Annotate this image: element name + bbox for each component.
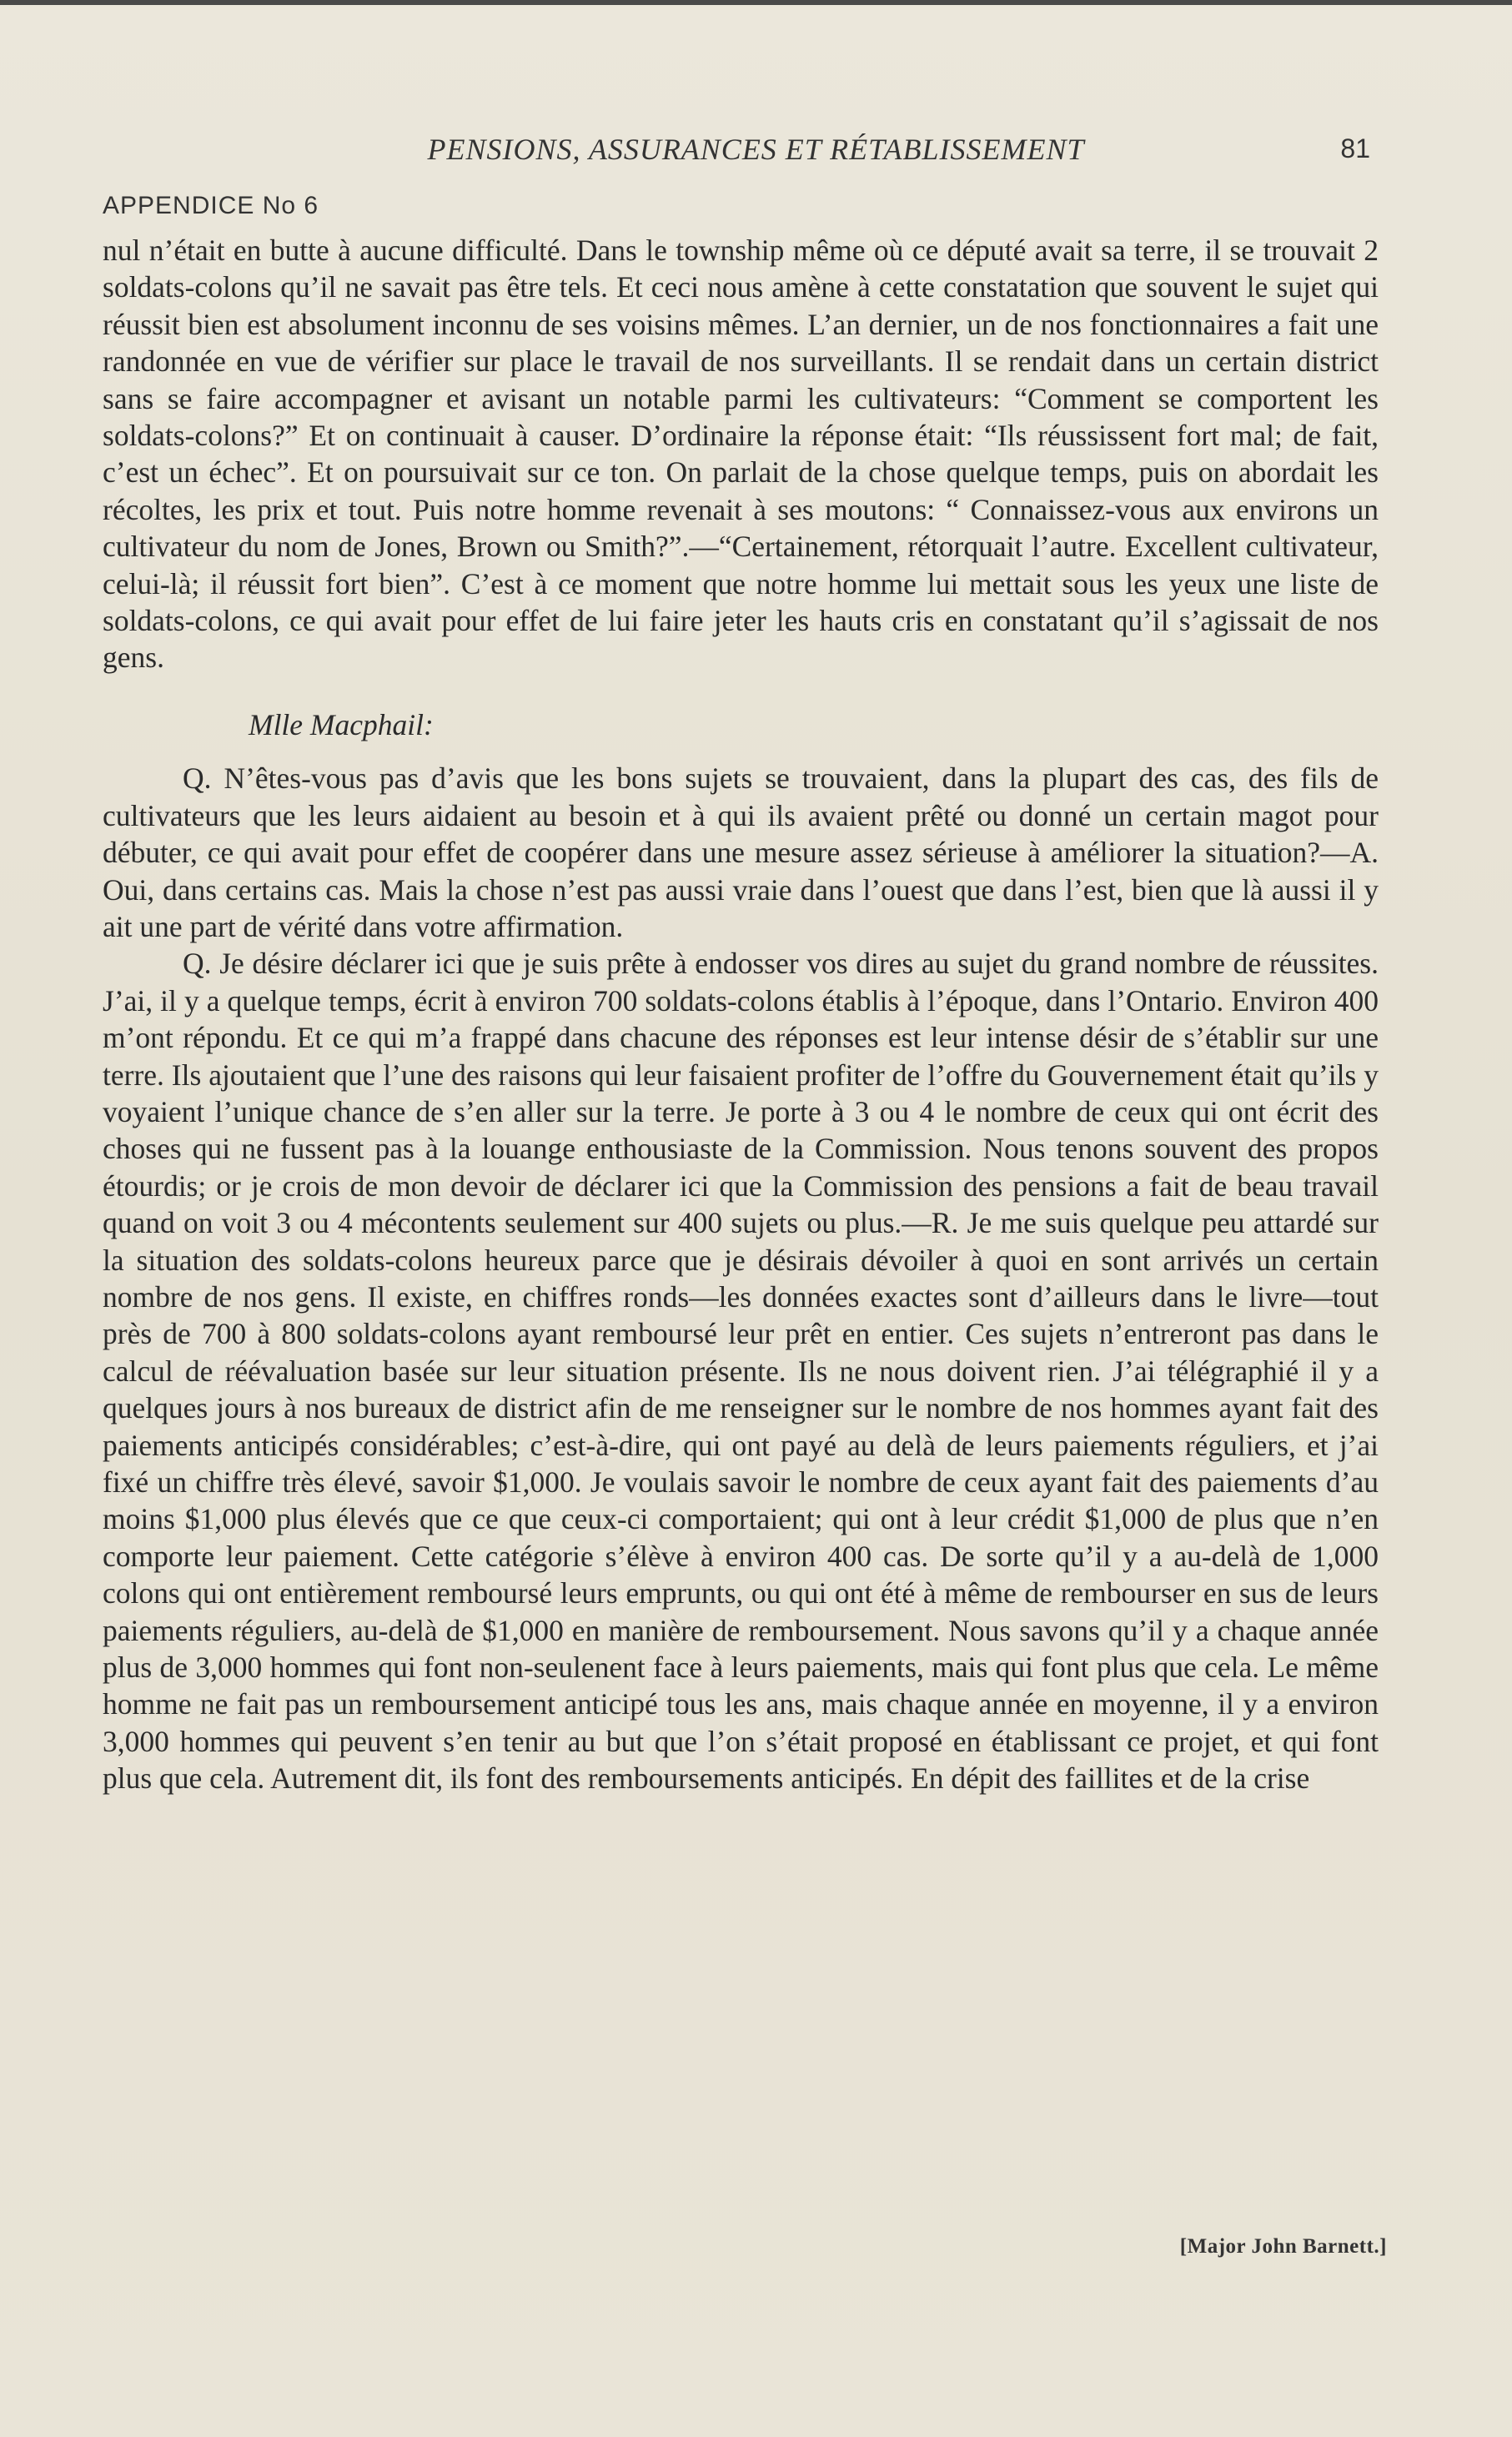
speaker-label: Mlle Macphail:	[249, 707, 434, 741]
paragraph-3: Q. Je désire déclarer ici que je suis prête à endosser vos dires au sujet du grand nombre de réussites. J’ai, il y a quelque temps, écrit à environ 700 soldats-colons établis à l’époque, dans l’Ontario. Environ 400 m’ont répondu. Et ce qui m’a frappé dans chacune des réponses est leur intense désir de s’établir sur une terre. Ils ajoutaient que l’une des raisons qui leur faisaient profiter de l’offre du Gouvernement était qu’ils y voyaient l’unique chance de s’en aller sur la terre. Je porte à 3 ou 4 le nombre de ceux qui ont écrit des choses qui ne fussent pas à la louange enthousiaste de la Commission. Nous tenons souvent des propos étourdis; or je crois de mon devoir de déclarer ici que la Commission des pensions a fait de beau travail quand on voit 3 ou 4 mécontents seulement sur 400 sujets ou plus.—R. Je me suis quelque peu attardé sur la situation des soldats-colons heureux parce que je désirais dévoiler à quoi en sont arrivés un certain nombre de nos gens. Il existe, en chiffres ronds—les données exactes sont d’ailleurs dans le livre—tout près de 700 à 800 soldats-colons ayant remboursé leur prêt en entier. Ces sujets n’entreront pas dans le calcul de réévaluation basée sur leur situation présente. Ils ne nous doivent rien. J’ai télégraphié il y a quelques jours à nos bureaux de district afin de me renseigner sur le nombre de nos hommes ayant fait des paiements anticipés considérables; c’est-à-dire, qui ont payé au delà de leurs paiements réguliers, et j’ai fixé un chiffre très élevé, savoir $1,000. Je voulais savoir le nombre de ceux ayant fait des paiements d’au moins $1,000 plus élevés que ce que ceux-ci comportaient; qui ont à leur crédit $1,000 de plus que n’en comporte leur paiement. Cette catégorie s’élève à environ 400 cas. De sorte qu’il y a au-delà de 1,000 colons qui ont entièrement remboursé leurs emprunts, ou qui ont été à même de rembourser en sus de leurs paiements réguliers, au-delà de $1,000 en manière de remboursement. Nous savons qu’il y a chaque année plus de 3,000 hommes qui font non-seulenent face à leurs paiements, mais qui font plus que cela. Le même homme ne fait pas un remboursement anticipé tous les ans, mais chaque année en moyenne, il y a environ 3,000 hommes qui peuvent s’en tenir au but que l’on s’était proposé en établissant ce projet, et qui font plus que cela. Autrement dit, ils font des remboursements anticipés. En dépit des faillites et de la crise	[103, 947, 1379, 1796]
speaker-attribution: [Major John Barnett.]	[1179, 2235, 1387, 2258]
top-border-rule	[0, 0, 1512, 5]
appendix-label: APPENDICE No 6	[103, 192, 319, 219]
paragraph-1: nul n’était en butte à aucune difficulté. Dans le township même où ce député avait sa terre, il se trouvait 2 soldats-colons qu’il ne savait pas être tels. Et ceci nous amène à cette constatation que souvent le sujet qui réussit bien est absolument inconnu de ses voisins mêmes. L’an dernier, un de nos fonctionnaires a fait une randonnée en vue de vérifier sur place le travail de nos surveillants. Il se rendait dans un certain district sans se faire accompagner et avisant un notable parmi les cultivateurs: “Comment se comportent les soldats-colons?” Et on continuait à causer. D’ordinaire la réponse était: “Ils réussissent fort mal; de fait, c’est un échec”. Et on poursuivait sur ce ton. On parlait de la chose quelque temps, puis on abordait les récoltes, les prix et tout. Puis notre homme revenait à ses moutons: “ Connaissez-vous aux environs un cultivateur du nom de Jones, Brown ou Smith?”.—“Certainement, rétorquait l’autre. Excellent cultivateur, celui-là; il réussit fort bien”. C’est à ce moment que notre homme lui mettait sous les yeux une liste de soldats-colons, ce qui avait pour effet de lui faire jeter les hauts cris en constatant qu’il s’agissait de nos gens.	[103, 234, 1379, 675]
page-number: 81	[1340, 133, 1370, 163]
running-head: PENSIONS, ASSURANCES ET RÉTABLISSEMENT	[427, 133, 1085, 166]
body-text	[103, 232, 1379, 1797]
paragraph-2: Q. N’êtes-vous pas d’avis que les bons sujets se trouvaient, dans la plupart des cas, des fils de cultivateurs que les leurs aidaient au besoin et à qui ils avaient prêté ou donné un certain magot pour débuter, ce qui avait pour effet de coopérer dans une mesure assez sérieuse à améliorer la situation?—A. Oui, dans certains cas. Mais la chose n’est pas aussi vraie dans l’ouest que dans l’est, bien que là aussi il y ait une part de vérité dans votre affirmation.	[103, 761, 1379, 943]
